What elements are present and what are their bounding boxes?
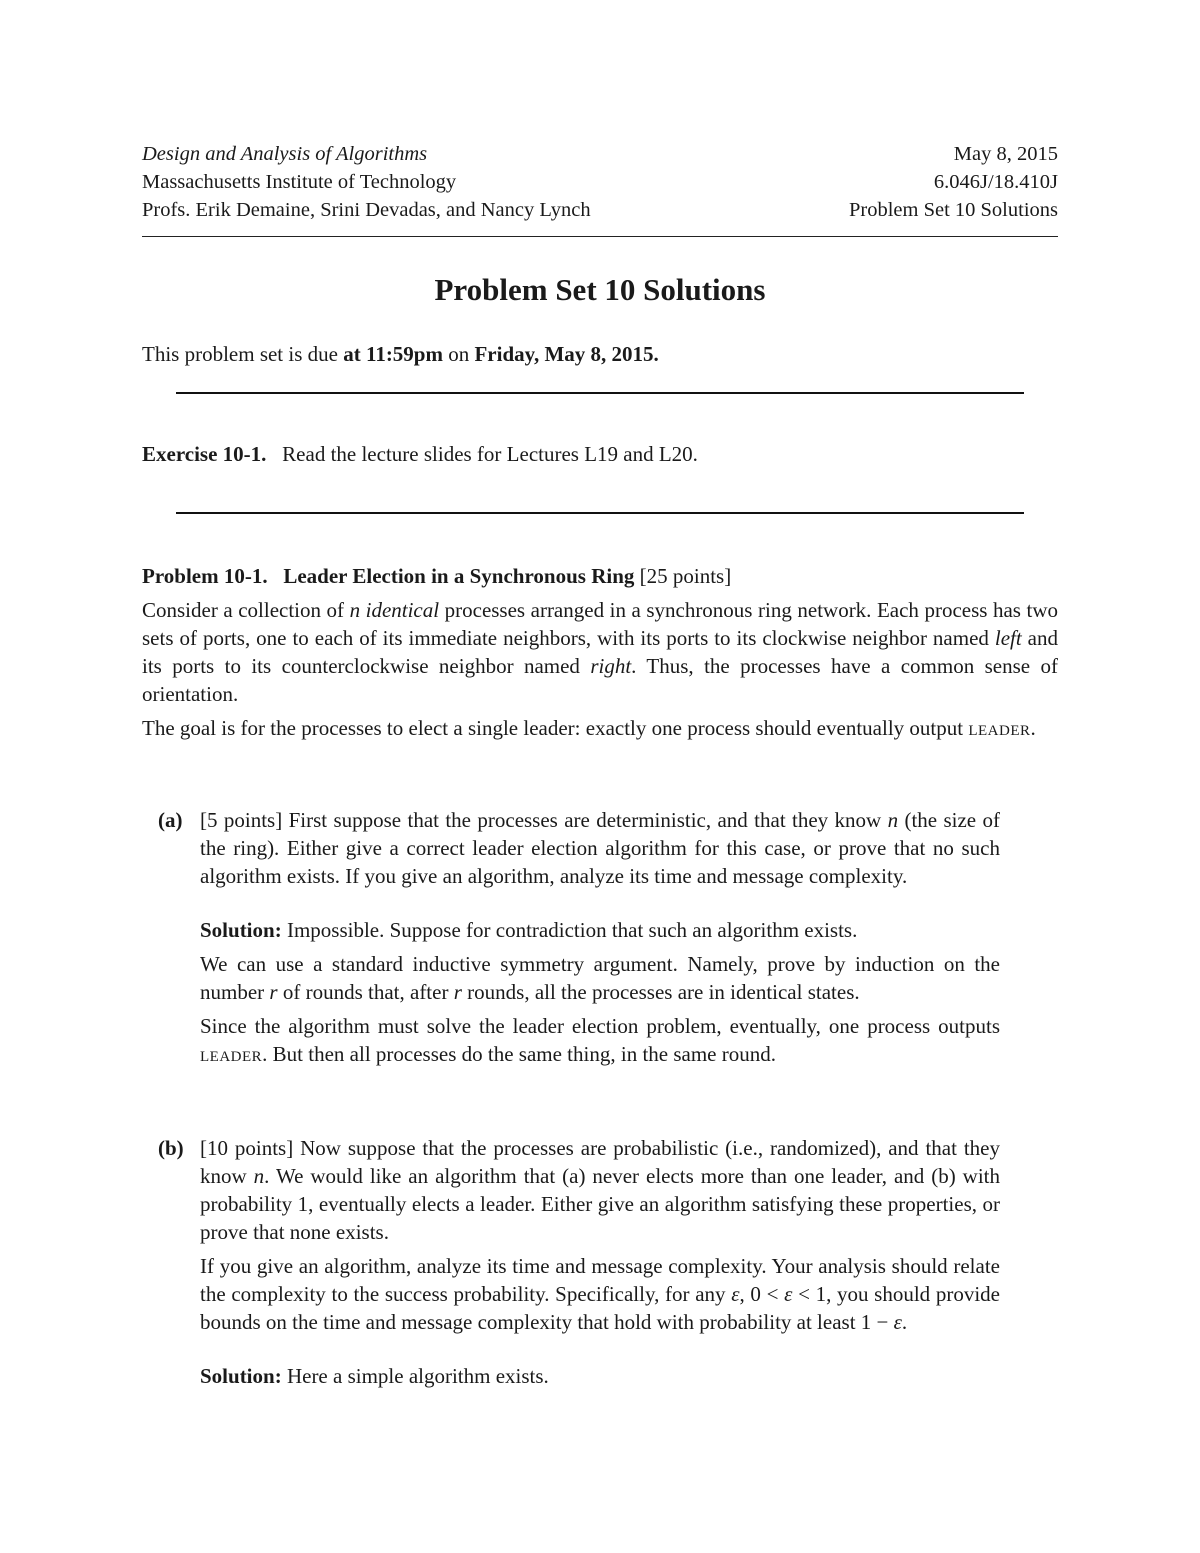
part-b (158, 1134, 1000, 1390)
part-a-text-a: First suppose that the processes are deterministic, and that they know (282, 808, 888, 832)
part-a (158, 806, 1000, 1068)
solution-label: Solution: (200, 1364, 282, 1388)
problem-paragraph-2 (142, 714, 1058, 742)
course-number: 6.046J/18.410J (933, 171, 1058, 193)
p1-text-a: Consider a collection of (142, 598, 350, 622)
part-b-text-b: . We would like an algorithm that (a) never elects more than one leader, and (b) with probability 1, eventually elects a leader. Either give an algorithm satisfying these properties, or prove that none exists. (200, 1164, 1001, 1244)
part-b-body (200, 1134, 1000, 1390)
p2-text-b: . (1030, 716, 1036, 740)
header-row-2 (142, 168, 1058, 196)
due-time: at 11:59pm (343, 342, 443, 366)
problem-label: Problem 10-1. (142, 564, 268, 588)
problem-10-1 (142, 562, 1058, 742)
part-b-solution (200, 1362, 1000, 1390)
p2-text-a: The goal is for the processes to elect a single leader: exactly one process should eventually output (142, 716, 969, 740)
leader-word: leader (968, 716, 1031, 740)
part-b-p2-a: If you give an algorithm, analyze its time and message complexity. Your analysis should relate the complexity to the success probability. Specifically, for any (200, 1254, 1000, 1306)
right-word: right (590, 654, 632, 678)
due-prefix: This problem set is due (142, 342, 344, 366)
part-a-text-b: (the size of the ring). Either give a correct leader election algorithm for this case, or prove that no such algorithm exists. If you give an algorithm, analyze its time and message complexity. (200, 808, 1000, 888)
institution: Massachusetts Institute of Technology (142, 171, 457, 193)
p1-text-b: processes arranged in a synchronous ring network. Each process has two sets of ports, one to each of its immediate neighbors, with its ports to its clockwise neighbor named (142, 598, 1058, 650)
p1-text-d: . Thus, the processes have a common sense of orientation. (142, 654, 1058, 706)
part-a-solution-p2 (200, 950, 1000, 1006)
part-b-text-a: Now suppose that the processes are probabilistic (i.e., randomized), and that they know (200, 1136, 1000, 1188)
sol-p2-a: We can use a standard inductive symmetry argument. Namely, prove by induction on the number (200, 952, 1000, 1004)
math-n: n (349, 598, 361, 622)
sol-p2-b: of rounds that, after (277, 980, 454, 1004)
math-r: r (269, 980, 278, 1004)
sol-p3-b: . But then all processes do the same thing, in the same round. (262, 1042, 776, 1066)
due-on: on (442, 342, 475, 366)
part-b-p2-d: . (901, 1310, 908, 1334)
exercise-label: Exercise 10-1. (142, 442, 267, 466)
header-divider (142, 236, 1058, 237)
part-a-solution (200, 916, 1000, 944)
part-b-question-p2 (200, 1252, 1000, 1336)
solution-text: Impossible. Suppose for contradiction that such an algorithm exists. (281, 918, 858, 942)
math-n: n (253, 1164, 265, 1188)
problem-title: Leader Election in a Synchronous Ring (283, 564, 635, 588)
p1-text-c: and its ports to its counterclockwise neighbor named (142, 626, 1058, 678)
sol-p3-a: Since the algorithm must solve the leader election problem, eventually, one process outputs (200, 1014, 1000, 1038)
math-epsilon: ε (731, 1282, 740, 1306)
problem-heading (142, 562, 1058, 590)
due-line (142, 340, 659, 368)
part-b-points: [10 points] (200, 1136, 294, 1160)
header-row-3 (142, 196, 1058, 224)
math-n: n (887, 808, 899, 832)
math-epsilon: ε (784, 1282, 793, 1306)
header-row-1 (142, 140, 1058, 168)
section-divider-1 (176, 392, 1024, 394)
problem-paragraph-1 (142, 596, 1058, 708)
professors: Profs. Erik Demaine, Srini Devadas, and Nancy Lynch (142, 199, 591, 221)
part-b-p2-b: , 0 < (739, 1282, 785, 1306)
section-divider-2 (176, 512, 1024, 514)
part-b-p2-c: < 1, you should provide bounds on the time and message complexity that hold with probability at least 1 − (200, 1282, 1001, 1334)
part-a-body (200, 806, 1000, 1068)
leader-word: leader (200, 1042, 263, 1066)
page-header (142, 140, 1058, 224)
identical-word: identical (365, 598, 440, 622)
part-a-label: (a) (158, 808, 183, 832)
part-b-label: (b) (158, 1136, 184, 1160)
solution-label: Solution: (200, 918, 282, 942)
due-date: Friday, May 8, 2015. (474, 342, 659, 366)
solution-text: Here a simple algorithm exists. (281, 1364, 549, 1388)
exercise-10-1 (142, 440, 1058, 468)
problem-points: [25 points] (639, 564, 732, 588)
course-title: Design and Analysis of Algorithms (142, 143, 428, 165)
doc-label: Problem Set 10 Solutions (848, 199, 1058, 221)
part-a-question (200, 806, 1000, 890)
sol-p2-c: rounds, all the processes are in identical states. (461, 980, 860, 1004)
math-epsilon: ε (893, 1310, 902, 1334)
part-a-points: [5 points] (200, 808, 283, 832)
part-a-solution-p3 (200, 1012, 1000, 1068)
exercise-text: Read the lecture slides for Lectures L19 and L20. (282, 442, 698, 466)
left-word: left (994, 626, 1022, 650)
header-date: May 8, 2015 (953, 143, 1058, 165)
page-title: Problem Set 10 Solutions (434, 272, 766, 307)
math-r: r (453, 980, 462, 1004)
part-b-question (200, 1134, 1000, 1246)
